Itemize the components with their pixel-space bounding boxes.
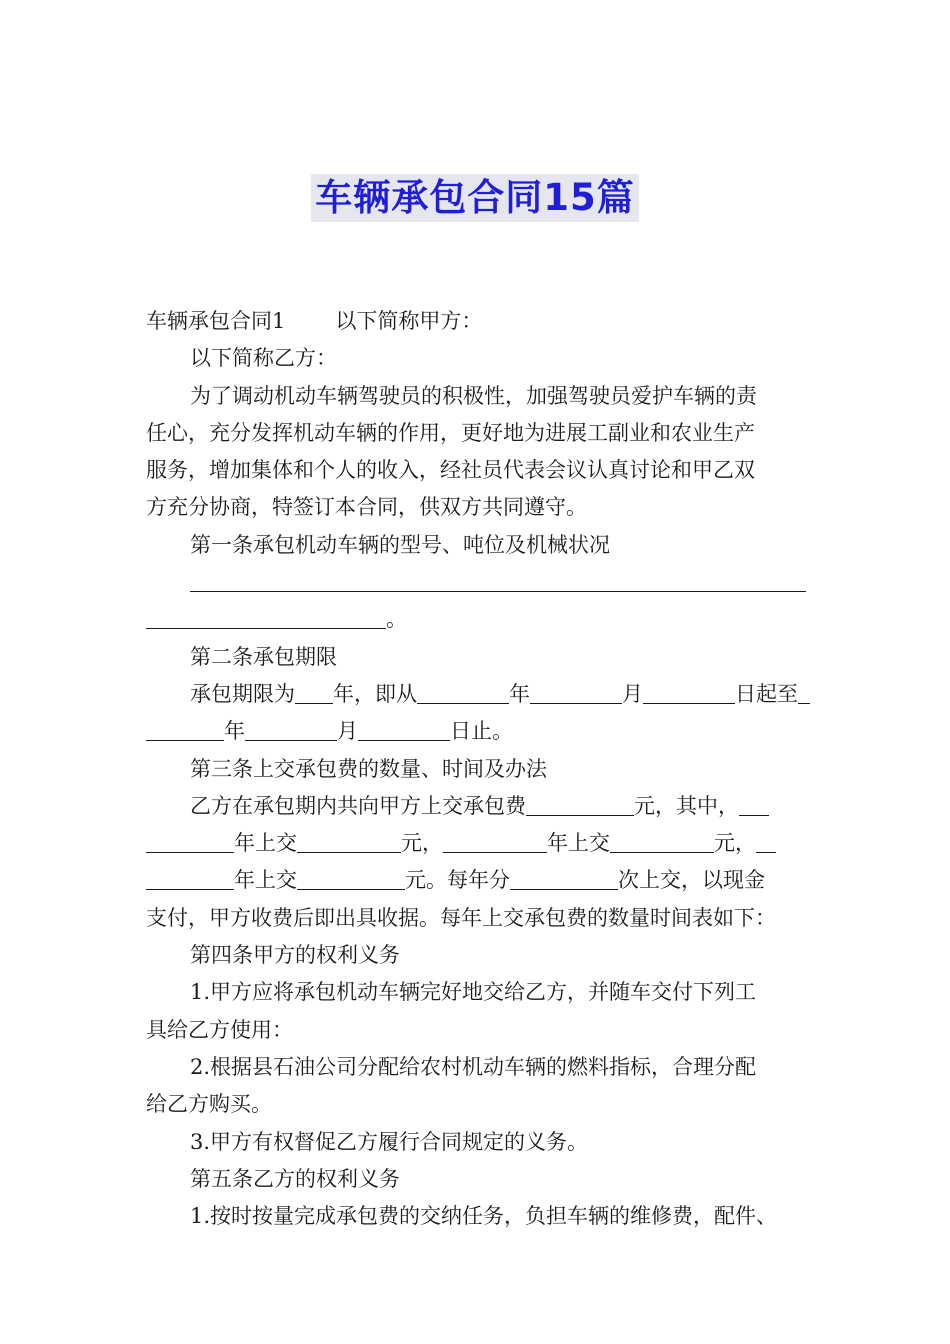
fill-blank	[530, 679, 622, 704]
party-b-line	[146, 340, 810, 377]
paragraph-line: 任心，充分发挥机动车辆的作用，更好地为进展工副业和农业生产	[146, 420, 755, 445]
article-3-line: 乙方在承包期内共向甲方上交承包费 元，其中，	[146, 788, 810, 825]
fill-blank	[146, 716, 224, 741]
fill-blank	[295, 679, 333, 704]
fill-blank	[146, 828, 234, 853]
paragraph-line: 服务，增加集体和个人的收入，经社员代表会议认真讨论和甲乙双	[146, 458, 755, 483]
title-container	[0, 174, 950, 222]
fill-blank	[610, 828, 714, 853]
article-3-heading: 第三条上交承包费的数量、时间及办法	[190, 756, 547, 781]
paragraph-line: 2.根据县石油公司分配给农村机动车辆的燃料指标，合理分配	[190, 1054, 757, 1079]
article-1-heading: 第一条承包机动车辆的型号、吨位及机械状况	[190, 532, 610, 557]
fill-blank	[245, 716, 337, 741]
article-2-line: 承包期限为 年，即从 年 月 日起至	[146, 676, 810, 713]
fill-blank	[798, 679, 810, 704]
paragraph-line: 3.甲方有权督促乙方履行合同规定的义务。	[190, 1129, 589, 1154]
document-title: 车辆承包合同15篇	[311, 174, 639, 222]
blank-line: 。	[146, 601, 810, 638]
fill-blank	[297, 865, 405, 890]
paragraph-line: 方充分协商，特签订本合同，供双方共同遵守。	[146, 495, 587, 520]
article-5-heading: 第五条乙方的权利义务	[190, 1166, 400, 1191]
article-3-line: 年上交 元。每年分 次上交，以现金	[146, 862, 810, 899]
fill-blank	[297, 828, 401, 853]
fill-blank	[443, 828, 547, 853]
blank-line	[146, 564, 810, 601]
party-a-label: 以下简称甲方：	[335, 309, 483, 333]
fill-blank	[756, 828, 776, 853]
intro-line	[146, 303, 810, 340]
article-4-heading: 第四条甲方的权利义务	[190, 943, 400, 968]
fill-blank	[146, 865, 234, 890]
fill-blank	[190, 567, 806, 592]
article-3-line: 年上交 元， 年上交 元，	[146, 825, 810, 862]
article-2-line: 年 月 日止。	[146, 713, 810, 750]
fill-blank	[417, 679, 509, 704]
fill-blank	[526, 791, 634, 816]
fill-blank	[643, 679, 735, 704]
contract-body	[146, 303, 810, 1235]
paragraph-line: 支付，甲方收费后即出具收据。每年上交承包费的数量时间表如下：	[146, 905, 776, 930]
article-2-heading: 第二条承包期限	[190, 644, 337, 669]
party-b-label: 以下简称乙方：	[190, 346, 337, 371]
fill-blank	[739, 791, 769, 816]
contract-heading: 车辆承包合同1	[146, 309, 286, 333]
paragraph-line: 1.甲方应将承包机动车辆完好地交给乙方，并随车交付下列工	[190, 980, 757, 1005]
fill-blank	[146, 604, 386, 629]
paragraph-line: 为了调动机动车辆驾驶员的积极性，加强驾驶员爱护车辆的责	[190, 383, 757, 408]
paragraph-line: 给乙方购买。	[146, 1092, 272, 1117]
paragraph-line: 1.按时按量完成承包费的交纳任务，负担车辆的维修费，配件、	[190, 1204, 778, 1229]
fill-blank	[358, 716, 450, 741]
paragraph-line: 具给乙方使用：	[146, 1017, 293, 1042]
fill-blank	[510, 865, 618, 890]
